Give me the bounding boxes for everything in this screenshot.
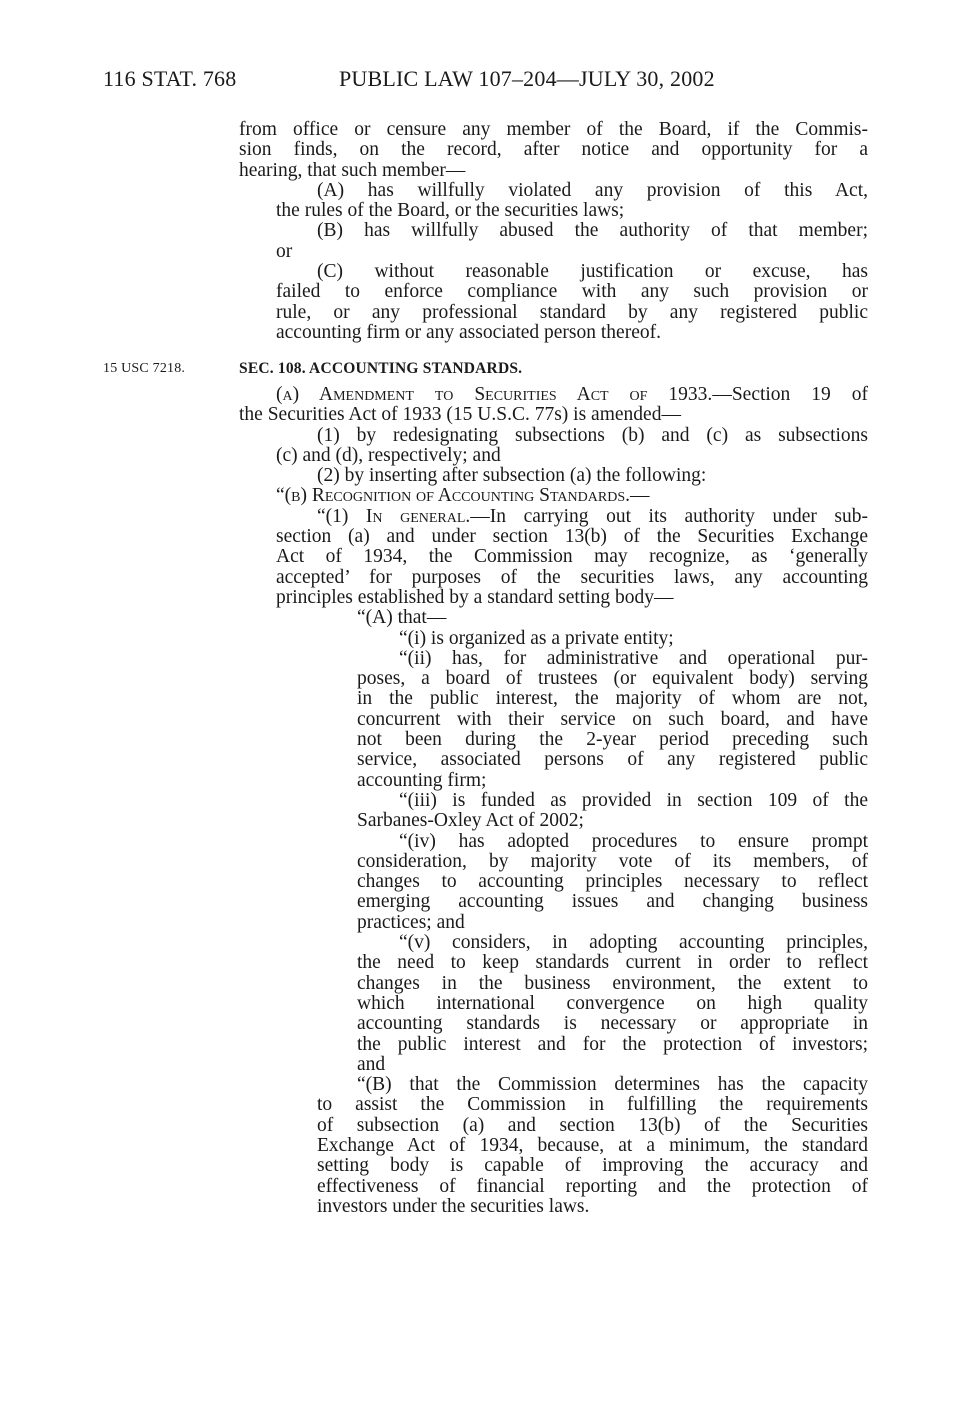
stat-page-number: 116 STAT. 768: [103, 66, 237, 91]
text-line: poses, a board of trustees (or equivalent body) serving: [357, 668, 868, 690]
text-line: in the public interest, the majority of whom are not,: [357, 688, 868, 710]
text-line: or: [276, 240, 293, 262]
text-line: concurrent with their service on such board, and have: [357, 708, 868, 730]
text-line: “(iii) is funded as provided in section 109 of the: [399, 789, 868, 811]
text-line: the public interest and for the protection of investors;: [357, 1033, 868, 1055]
text-line: section (a) and under section 13(b) of the Securities Exchange: [276, 526, 868, 548]
text-line: effectiveness of financial reporting and the protection of: [317, 1175, 868, 1197]
text-line: investors under the securities laws.: [317, 1195, 590, 1217]
text-line: Act of 1934, the Commission may recognize, as ‘generally: [276, 546, 868, 568]
text-line: accounting standards is necessary or appropriate in: [357, 1013, 868, 1035]
text-line: of subsection (a) and section 13(b) of the Securities: [317, 1114, 868, 1136]
text-line: accounting firm;: [357, 769, 487, 791]
text-line: (2) by inserting after subsection (a) the following:: [317, 465, 707, 487]
text-line: practices; and: [357, 911, 465, 933]
text-run: —In carrying out its authority under sub-: [470, 505, 868, 527]
text-line: accounting firm or any associated person thereof.: [276, 321, 661, 343]
text-line: (1) by redesignating subsections (b) and (c) as subsections: [317, 424, 868, 446]
text-run: —: [629, 485, 650, 507]
section-heading: SEC. 108. ACCOUNTING STANDARDS.: [239, 360, 523, 377]
text-line: from office or censure any member of the Board, if the Commis-: [239, 119, 868, 140]
text-line: the rules of the Board, or the securities laws;: [276, 200, 625, 222]
continuation-block: [239, 120, 868, 343]
text-line: sion finds, on the record, after notice and opportunity for a: [239, 139, 868, 161]
subsection-heading: (a) Amendment to Securities Act of 1933.: [276, 384, 713, 405]
text-line: (A) has willfully violated any provision of this Act,: [317, 179, 868, 201]
text-line: rule, or any professional standard by any registered public: [276, 301, 868, 323]
text-line: “(ii) has, for administrative and operational pur-: [399, 647, 868, 669]
text-line: failed to enforce compliance with any such provision or: [276, 281, 868, 303]
text-line: [239, 507, 868, 527]
text-line: consideration, by majority vote of its members, of: [357, 850, 868, 872]
text-line: changes in the business environment, the extent to: [357, 972, 868, 994]
paragraph-heading: “(1) In general.: [317, 505, 471, 527]
text-line: [239, 486, 868, 506]
text-line: (C) without reasonable justification or excuse, has: [317, 261, 868, 283]
text-line: principles established by a standard setting body—: [276, 586, 674, 608]
text-line: to assist the Commission in fulfilling the requirements: [317, 1094, 868, 1116]
subsection-heading: “(b) Recognition of Accounting Standards.: [276, 485, 630, 507]
text-line: the need to keep standards current in order to reflect: [357, 952, 868, 974]
text-line: not been during the 2-year period preceding such: [357, 729, 868, 751]
text-line: “(A) that—: [357, 607, 447, 629]
text-line: changes to accounting principles necessary to reflect: [357, 871, 868, 893]
text-line: Sarbanes-Oxley Act of 2002;: [357, 810, 584, 832]
text-line: Exchange Act of 1934, because, at a minimum, the standard: [317, 1134, 868, 1156]
running-title: PUBLIC LAW 107–204—JULY 30, 2002: [339, 66, 715, 91]
text-line: (B) has willfully abused the authority of that member;: [317, 220, 868, 242]
text-line: “(iv) has adopted procedures to ensure prompt: [399, 830, 868, 852]
margin-citation: 15 USC 7218.: [103, 361, 186, 376]
text-line: emerging accounting issues and changing business: [357, 891, 868, 913]
text-line: [239, 385, 868, 405]
text-line: which international convergence on high quality: [357, 992, 868, 1014]
text-run: —Section 19 of: [712, 384, 868, 405]
section-108-body: [239, 385, 868, 1217]
text-line: “(v) considers, in adopting accounting principles,: [399, 932, 868, 954]
text-line: and: [357, 1053, 386, 1075]
text-line: “(B) that the Commission determines has the capacity: [357, 1074, 868, 1096]
text-line: accepted’ for purposes of the securities laws, any accounting: [276, 566, 868, 588]
text-line: setting body is capable of improving the accuracy and: [317, 1155, 868, 1177]
text-line: service, associated persons of any registered public: [357, 749, 868, 771]
text-line: “(i) is organized as a private entity;: [399, 627, 674, 649]
text-line: the Securities Act of 1933 (15 U.S.C. 77s) is amended—: [239, 404, 681, 426]
section-heading-block: [239, 359, 868, 379]
text-line: hearing, that such member—: [239, 159, 466, 181]
text-line: (c) and (d), respectively; and: [276, 444, 501, 466]
